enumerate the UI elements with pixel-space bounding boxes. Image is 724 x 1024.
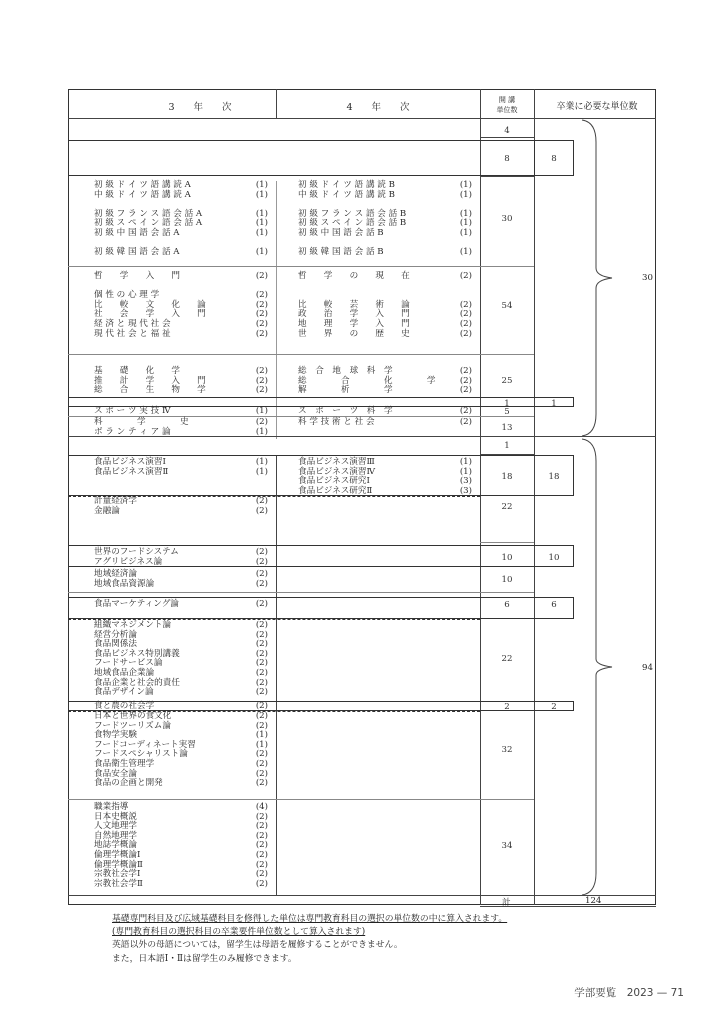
- total-underline: [480, 906, 656, 907]
- credit-y3: (4): [255, 802, 268, 812]
- course-y3: 科 学 史: [94, 417, 189, 427]
- section-line: [480, 542, 534, 543]
- credit-y3: (1): [255, 247, 268, 258]
- course-y4: 食品ビジネス演習Ⅳ: [298, 466, 376, 477]
- credit-y3: (2): [255, 366, 268, 376]
- credit-y3: (2): [255, 720, 268, 731]
- course-y4: 比 較 芸 術 論: [298, 299, 410, 310]
- course-y3: 社 会 学 入 門: [94, 309, 206, 320]
- col-divider-4-offered: [480, 89, 481, 905]
- course-y3: 職業指導: [94, 802, 129, 812]
- course-y3: ス ポ ー ツ 実 技 Ⅳ: [94, 406, 171, 416]
- credit-y4: (2): [459, 271, 472, 281]
- course-y3: 食品の企画と開発: [94, 778, 163, 789]
- credit-y3: (2): [255, 505, 268, 516]
- header-offered-1: 開 講: [498, 96, 516, 104]
- grad-required: 6: [551, 599, 557, 610]
- credit-y3: (2): [255, 711, 268, 721]
- section-line: [68, 266, 534, 267]
- course-y4: 食品ビジネス研究Ⅱ: [298, 485, 373, 496]
- credit-y3: (2): [255, 677, 268, 688]
- credit-y3: (2): [255, 878, 268, 889]
- credit-y3: (2): [255, 668, 268, 678]
- course-y3: 中 級 ド イ ツ 語 講 読 A: [94, 189, 191, 200]
- course-y3: 個 性 の 心 理 学: [94, 290, 160, 301]
- credit-y3: (1): [255, 457, 268, 467]
- credit-y3: (2): [255, 290, 268, 301]
- credit-y3: (2): [255, 639, 268, 650]
- course-y3: 日本史概説: [94, 811, 137, 822]
- credit-y3: (2): [255, 547, 268, 557]
- course-y3: 初 級 韓 国 語 会 話 A: [94, 247, 180, 258]
- course-y3: 地域食品資源論: [94, 578, 155, 589]
- course-y3: 食品企業と社会的責任: [94, 677, 180, 688]
- credit-y3: (1): [255, 228, 268, 238]
- course-y3: 経 済 と 現 代 社 会: [94, 319, 171, 329]
- credit-y3: (2): [255, 578, 268, 589]
- course-y3: 宗教社会学Ⅰ: [94, 869, 141, 880]
- credit-y3: (2): [255, 830, 268, 841]
- box-section-s1: [68, 140, 535, 176]
- credit-y3: (2): [255, 778, 268, 789]
- credit-y3: (2): [255, 648, 268, 659]
- credit-y3: (2): [255, 496, 268, 506]
- credit-y4: (2): [459, 299, 472, 310]
- credit-y4: (2): [459, 417, 472, 427]
- course-y4: 初 級 中 国 語 会 話 B: [298, 228, 384, 238]
- credit-y3: (2): [255, 599, 268, 609]
- section-line: [68, 354, 534, 355]
- course-y3: 哲 学 入 門: [94, 271, 180, 281]
- credit-y3: (1): [255, 180, 268, 190]
- offered-units: 34: [501, 841, 513, 852]
- course-y4: 初 級 ド イ ツ 語 講 読 B: [298, 180, 395, 190]
- course-y4: 哲 学 の 現 在: [298, 271, 410, 281]
- credit-y3: (2): [255, 299, 268, 310]
- credit-y3: (2): [255, 859, 268, 870]
- credit-y3: (1): [255, 739, 268, 750]
- credit-y4: (2): [459, 375, 472, 386]
- course-y4: 総 合 化 学: [298, 375, 436, 386]
- credit-y4: (1): [459, 247, 472, 258]
- offered-units: 2: [504, 701, 510, 712]
- course-y3: フードツーリズム論: [94, 720, 171, 731]
- credit-y3: (2): [255, 569, 268, 579]
- credit-y3: (1): [255, 208, 268, 219]
- course-y3: 食品ビジネス演習Ⅱ: [94, 466, 169, 477]
- section-line: [480, 176, 534, 177]
- course-y3: 食品ビジネス演習Ⅰ: [94, 457, 166, 467]
- course-y3: 初 級 中 国 語 会 話 A: [94, 228, 180, 238]
- credit-y3: (1): [255, 189, 268, 200]
- total-label: 計: [502, 898, 511, 908]
- header-offered-2: 単位数: [496, 106, 518, 114]
- credit-y3: (2): [255, 629, 268, 640]
- credit-y3: (2): [255, 869, 268, 880]
- credit-y4: (1): [459, 180, 472, 190]
- offered-units: 8: [504, 154, 510, 164]
- credit-y3: (2): [255, 768, 268, 779]
- brace-group-2: [578, 437, 638, 897]
- course-y3: 地誌学概論: [94, 840, 137, 851]
- page-footer: 学部要覧 2023 — 71: [574, 987, 684, 999]
- credit-y3: (1): [255, 218, 268, 229]
- course-y4: 食品ビジネス演習Ⅲ: [298, 457, 375, 467]
- course-y4: 中 級 ド イ ツ 語 講 読 B: [298, 189, 395, 200]
- credit-y3: (2): [255, 821, 268, 832]
- credit-y3: (2): [255, 375, 268, 386]
- credit-y3: (2): [255, 309, 268, 320]
- col-divider-3-4-header: [276, 89, 277, 118]
- course-y4: 初 級 フ ラ ン ス 語 会 話 B: [298, 208, 407, 219]
- course-y3: フードコーディネート実習: [94, 739, 196, 750]
- credit-y3: (2): [255, 385, 268, 396]
- note-1: 基礎専門科目及び広域基礎科目を修得した単位は専門教育科目の選択の単位数の中に算入されます。: [112, 914, 508, 924]
- credit-y3: (2): [255, 687, 268, 698]
- course-y3: 世界のフードシステム: [94, 547, 179, 557]
- credit-y3: (2): [255, 271, 268, 281]
- credit-y4: (1): [459, 228, 472, 238]
- credit-y3: (1): [255, 426, 268, 437]
- note-2: (専門教育科目の選択科目の卒業要件単位数として算入されます): [112, 927, 366, 937]
- credit-y4: (1): [459, 208, 472, 219]
- credit-y3: (2): [255, 319, 268, 329]
- credit-y3: (2): [255, 749, 268, 760]
- credit-y3: (1): [255, 406, 268, 416]
- offered-units: 1: [504, 441, 510, 451]
- header-bottom-line: [68, 118, 656, 119]
- course-y3: 地域食品企業論: [94, 668, 155, 678]
- course-y3: 倫理学概論Ⅰ: [94, 850, 141, 860]
- course-y3: ボ ラ ン テ ィ ア 論: [94, 426, 171, 437]
- credit-y3: (1): [255, 466, 268, 477]
- offered-units: 32: [501, 745, 513, 756]
- offered-units: 10: [501, 574, 513, 585]
- course-y3: 食品衛生管理学: [94, 759, 155, 769]
- course-y4: 解 析 学: [298, 385, 393, 396]
- credit-y3: (2): [255, 417, 268, 427]
- credit-y4: (2): [459, 385, 472, 396]
- credit-y3: (2): [255, 850, 268, 860]
- course-y3: 食品デザイン論: [94, 687, 154, 698]
- course-y3: 初 級 ド イ ツ 語 講 読 A: [94, 180, 191, 190]
- course-y3: 現 代 社 会 と 福 祉: [94, 328, 171, 339]
- course-y3: 組織マネジメント論: [94, 620, 172, 630]
- col-divider-3-4-lower: [276, 456, 277, 896]
- credit-y4: (3): [459, 476, 472, 487]
- credit-y4: (2): [459, 328, 472, 339]
- offered-units: 13: [501, 422, 513, 433]
- credit-y4: (1): [459, 218, 472, 229]
- course-y4: 政 治 学 入 門: [298, 309, 410, 320]
- course-y3: 計量経済学: [94, 496, 137, 506]
- course-y4: 初 級 韓 国 語 会 話 B: [298, 247, 384, 258]
- section-line: [480, 137, 534, 138]
- credit-y4: (1): [459, 466, 472, 477]
- credit-y3: (2): [255, 701, 268, 711]
- group1-required: 30: [642, 273, 653, 283]
- course-y3: 食品安全論: [94, 768, 137, 779]
- course-y3: フードサービス論: [94, 658, 163, 669]
- course-y3: 基 礎 化 学: [94, 366, 180, 376]
- course-y3: フードスペシャリスト論: [94, 749, 188, 760]
- credit-y3: (2): [255, 840, 268, 851]
- course-y3: 食品マーケティング論: [94, 599, 179, 609]
- credit-y3: (2): [255, 620, 268, 630]
- credit-y4: (2): [459, 406, 472, 416]
- course-y4: 世 界 の 歴 史: [298, 328, 410, 339]
- course-y3: 宗教社会学Ⅱ: [94, 878, 143, 889]
- credit-y3: (2): [255, 658, 268, 669]
- credit-y4: (2): [459, 319, 472, 329]
- credit-y4: (3): [459, 485, 472, 496]
- credit-y3: (2): [255, 328, 268, 339]
- offered-units: 30: [501, 214, 513, 225]
- col-divider-offered-required: [534, 89, 535, 905]
- course-y3: アグリビジネス論: [94, 556, 163, 567]
- grad-required: 1: [551, 399, 557, 409]
- course-y4: 初 級 ス ペ イ ン 語 会 話 B: [298, 218, 407, 229]
- course-y3: 食品ビジネス特別講義: [94, 648, 180, 659]
- course-y3: 初 級 フ ラ ン ス 語 会 話 A: [94, 208, 203, 219]
- credit-y3: (1): [255, 730, 268, 741]
- credit-y4: (2): [459, 309, 472, 320]
- course-y3: 地域経済論: [94, 569, 137, 579]
- credit-y3: (2): [255, 811, 268, 822]
- course-y3: 倫理学概論Ⅱ: [94, 859, 143, 870]
- course-y3: 推 計 学 入 門: [94, 375, 206, 386]
- offered-units: 22: [501, 501, 513, 512]
- credit-y3: (2): [255, 759, 268, 769]
- course-y3: 食品関係法: [94, 639, 137, 650]
- course-y4: 科 学 技 術 と 社 会: [298, 417, 375, 427]
- group2-required: 94: [642, 663, 653, 673]
- credit-y3: (2): [255, 556, 268, 567]
- offered-units: 10: [501, 552, 513, 563]
- course-y4: ス ポ ー ツ 科 学: [298, 406, 393, 416]
- header-required: 卒業に必要な単位数: [556, 102, 638, 112]
- section-line: [68, 799, 534, 800]
- offered-units: 4: [504, 126, 510, 136]
- total-line: [68, 895, 656, 896]
- grad-required: 10: [548, 552, 560, 563]
- course-y3: 初 級 ス ペ イ ン 語 会 話 A: [94, 218, 203, 229]
- course-y3: 金融論: [94, 505, 120, 516]
- credit-y4: (1): [459, 457, 472, 467]
- offered-units: 25: [501, 376, 513, 387]
- grad-required: 18: [548, 472, 560, 483]
- course-y3: 食物学実験: [94, 730, 137, 741]
- grad-required: 8: [551, 154, 557, 164]
- brace-group-1: [578, 118, 638, 438]
- header-year3: 3 年 次: [168, 102, 232, 113]
- offered-units: 6: [504, 599, 510, 610]
- course-y3: 食と農の社会学: [94, 701, 155, 711]
- offered-units: 1: [504, 399, 510, 409]
- header-year4: 4 年 次: [346, 102, 410, 113]
- section-line: [68, 592, 534, 593]
- offered-units: 54: [501, 300, 513, 311]
- credit-y4: (2): [459, 366, 472, 376]
- course-y3: 日本と世界の食文化: [94, 711, 172, 721]
- course-y4: 食品ビジネス研究Ⅰ: [298, 476, 370, 487]
- course-y3: 比 較 文 化 論: [94, 299, 206, 310]
- course-y4: 総 合 地 球 科 学: [298, 366, 393, 376]
- course-y3: 自然地理学: [94, 830, 137, 841]
- grad-required: 2: [551, 701, 557, 712]
- course-y3: 人文地理学: [94, 821, 137, 832]
- offered-units: 5: [504, 406, 510, 417]
- note-3: 英語以外の母語については，留学生は母語を履修することができません。: [112, 940, 403, 950]
- offered-units: 22: [501, 654, 513, 665]
- course-y4: 地 理 学 入 門: [298, 319, 410, 329]
- total-value: 124: [585, 896, 602, 906]
- course-y3: 総 合 生 物 学: [94, 385, 206, 396]
- credit-y4: (1): [459, 189, 472, 200]
- note-4: また，日本語Ⅰ・Ⅱは留学生のみ履修できます。: [112, 954, 297, 964]
- offered-units: 18: [501, 472, 513, 483]
- course-y3: 経営分析論: [94, 629, 137, 640]
